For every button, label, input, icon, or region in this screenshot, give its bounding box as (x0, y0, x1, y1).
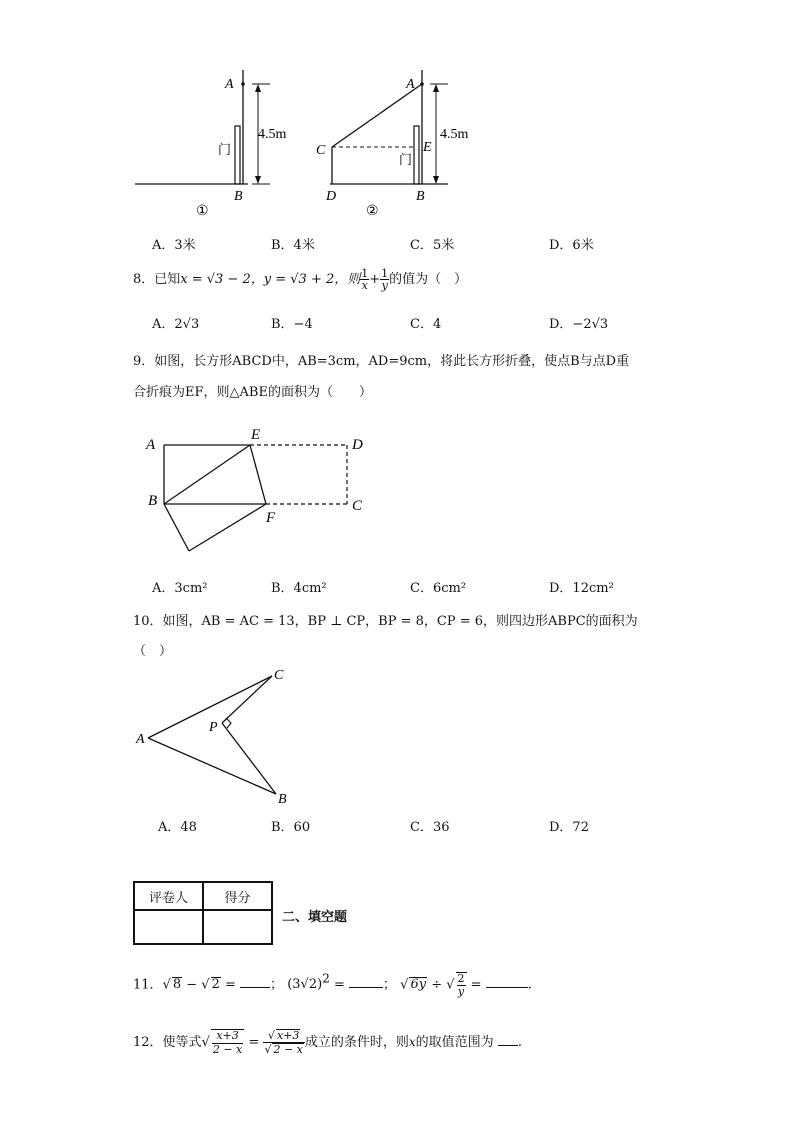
q11-expr2: $(3√2)^2$ (287, 972, 330, 993)
fig2-label-A: A (406, 77, 415, 92)
reviewer-cell[interactable] (134, 910, 203, 944)
q11-eq1: = (220, 977, 241, 993)
section-title: 二、填空题 (282, 910, 348, 925)
q8-stem (133, 268, 467, 291)
q7-option-c[interactable]: C．5米 (410, 238, 455, 253)
q7-option-b[interactable]: B．4米 (271, 238, 315, 253)
q8-option-a[interactable]: A．2√3 (152, 317, 200, 332)
q9-label-F: F (266, 510, 276, 526)
fig2-label-C: C (316, 143, 326, 158)
q12-var: x (408, 1035, 416, 1049)
q8-option-d[interactable]: D．−2√3 (549, 317, 609, 332)
q8-number: 8．已知 (133, 272, 181, 287)
q8-tail: 的值为（ ） (389, 272, 468, 287)
q10-label-A: A (136, 732, 145, 747)
q8-option-c[interactable]: C．4 (410, 317, 442, 332)
fig2-label-E: E (423, 140, 432, 155)
q9-option-d[interactable]: D．12cm² (549, 581, 614, 596)
score-cell[interactable] (203, 910, 272, 944)
fig1-label-door: 门 (218, 142, 232, 157)
q11-sep2: ； (383, 977, 397, 993)
q9-label-C: C (352, 498, 363, 514)
q10-stem-line1: 10．如图，AB = AC = 13，BP ⊥ CP，BP = 8，CP = 6，则四边形ABPC的面积为 (133, 614, 638, 629)
q8-plus: + (369, 272, 381, 287)
q10-option-a[interactable]: A．48 (158, 820, 197, 835)
q12-blank[interactable] (498, 1045, 518, 1046)
q9-label-E: E (251, 427, 261, 443)
q11-minus: − (182, 977, 202, 993)
q10-option-c[interactable]: C．36 (410, 820, 450, 835)
q11-eq2: = (329, 977, 349, 993)
q9-stem-line1: 9．如图，长方形ABCD中，AB=3cm，AD=9cm，将此长方形折叠，使点B与点D重 (133, 354, 630, 369)
q12-tail: 的取值范围为 (415, 1035, 494, 1050)
fig1-caption: ① (196, 204, 209, 219)
q9-stem-line2: 合折痕为EF，则△ABE的面积为（ ） (133, 385, 372, 400)
q8-frac1: $\frac{1}{x}$ (361, 267, 369, 292)
q7-figure-2 (310, 70, 490, 220)
q9-figure (140, 425, 380, 560)
q9-label-D: D (352, 437, 363, 453)
q11-stem: 11．√ 8 − √ 2 = ； $(3√2)^2$ = ； √ 6y ÷ √ $\frac{2}{y}$ = . (133, 971, 532, 998)
q11-rad3: 6y (410, 977, 427, 993)
q11-end: . (527, 977, 532, 993)
fig2-label-D: D (326, 189, 337, 204)
q12-left-frac: $\frac{x+3}{2 - x}$ (212, 1029, 243, 1056)
fig1-height: 4.5m (258, 127, 287, 142)
q8-option-b[interactable]: B．−4 (271, 317, 313, 332)
q7-option-a[interactable]: A．3米 (152, 238, 196, 253)
q9-label-A: A (146, 437, 156, 453)
q11-blank-1[interactable] (240, 987, 270, 988)
q10-option-d[interactable]: D．72 (549, 820, 589, 835)
score-header: 得分 (203, 882, 272, 910)
fig2-caption: ② (366, 204, 379, 219)
q8-x-eq: x = √3 − 2， (180, 272, 264, 287)
fig2-label-B: B (416, 189, 425, 204)
q12-eq: = (244, 1035, 264, 1050)
q8-y-eq: y = √3 + 2，则 (263, 272, 361, 287)
q11-rad1: 8 (172, 977, 182, 993)
q11-rad2: 2 (211, 977, 220, 993)
q9-option-c[interactable]: C．6cm² (410, 581, 467, 596)
q9-option-a[interactable]: A．3cm² (152, 581, 208, 596)
q11-blank-3[interactable] (486, 987, 528, 988)
q11-blank-2[interactable] (349, 987, 383, 988)
q10-label-P: P (209, 720, 218, 735)
q9-label-B: B (148, 493, 158, 509)
fig1-label-A: A (225, 77, 234, 92)
q11-number: 11． (133, 977, 163, 993)
q11-eq3: = (466, 977, 486, 993)
fig1-label-B: B (234, 189, 243, 204)
q12-end: . (517, 1035, 522, 1050)
score-table (133, 881, 273, 945)
q8-frac2: $\frac{1}{y}$ (381, 267, 389, 292)
reviewer-header: 评卷人 (134, 882, 203, 910)
q11-sep1: ； (270, 977, 284, 993)
q10-figure (130, 665, 300, 810)
q10-stem-line2: （ ） (133, 644, 173, 659)
fig2-label-door: 门 (399, 152, 413, 167)
q12-stem: 12．使等式√ $\frac{x+3}{2 - x}$ = $\frac{√ x+3}{√ 2 - x}$ 成立的条件时，则x的取值范围为 . (133, 1028, 522, 1056)
q10-label-B: B (278, 792, 287, 807)
q12-right-frac: $\frac{√ x+3}{√ 2 - x}$ (264, 1028, 303, 1056)
fig2-height: 4.5m (440, 127, 469, 142)
q11-div: ÷ (427, 977, 447, 993)
q7-figure-1 (130, 70, 300, 220)
q10-label-C: C (274, 668, 284, 683)
q9-option-b[interactable]: B．4cm² (271, 581, 327, 596)
q12-number: 12．使等式 (133, 1035, 202, 1050)
q12-mid: 成立的条件时，则 (304, 1035, 409, 1050)
q11-frac: $\frac{2}{y}$ (457, 971, 465, 998)
q7-option-d[interactable]: D．6米 (549, 238, 594, 253)
q10-option-b[interactable]: B．60 (271, 820, 311, 835)
